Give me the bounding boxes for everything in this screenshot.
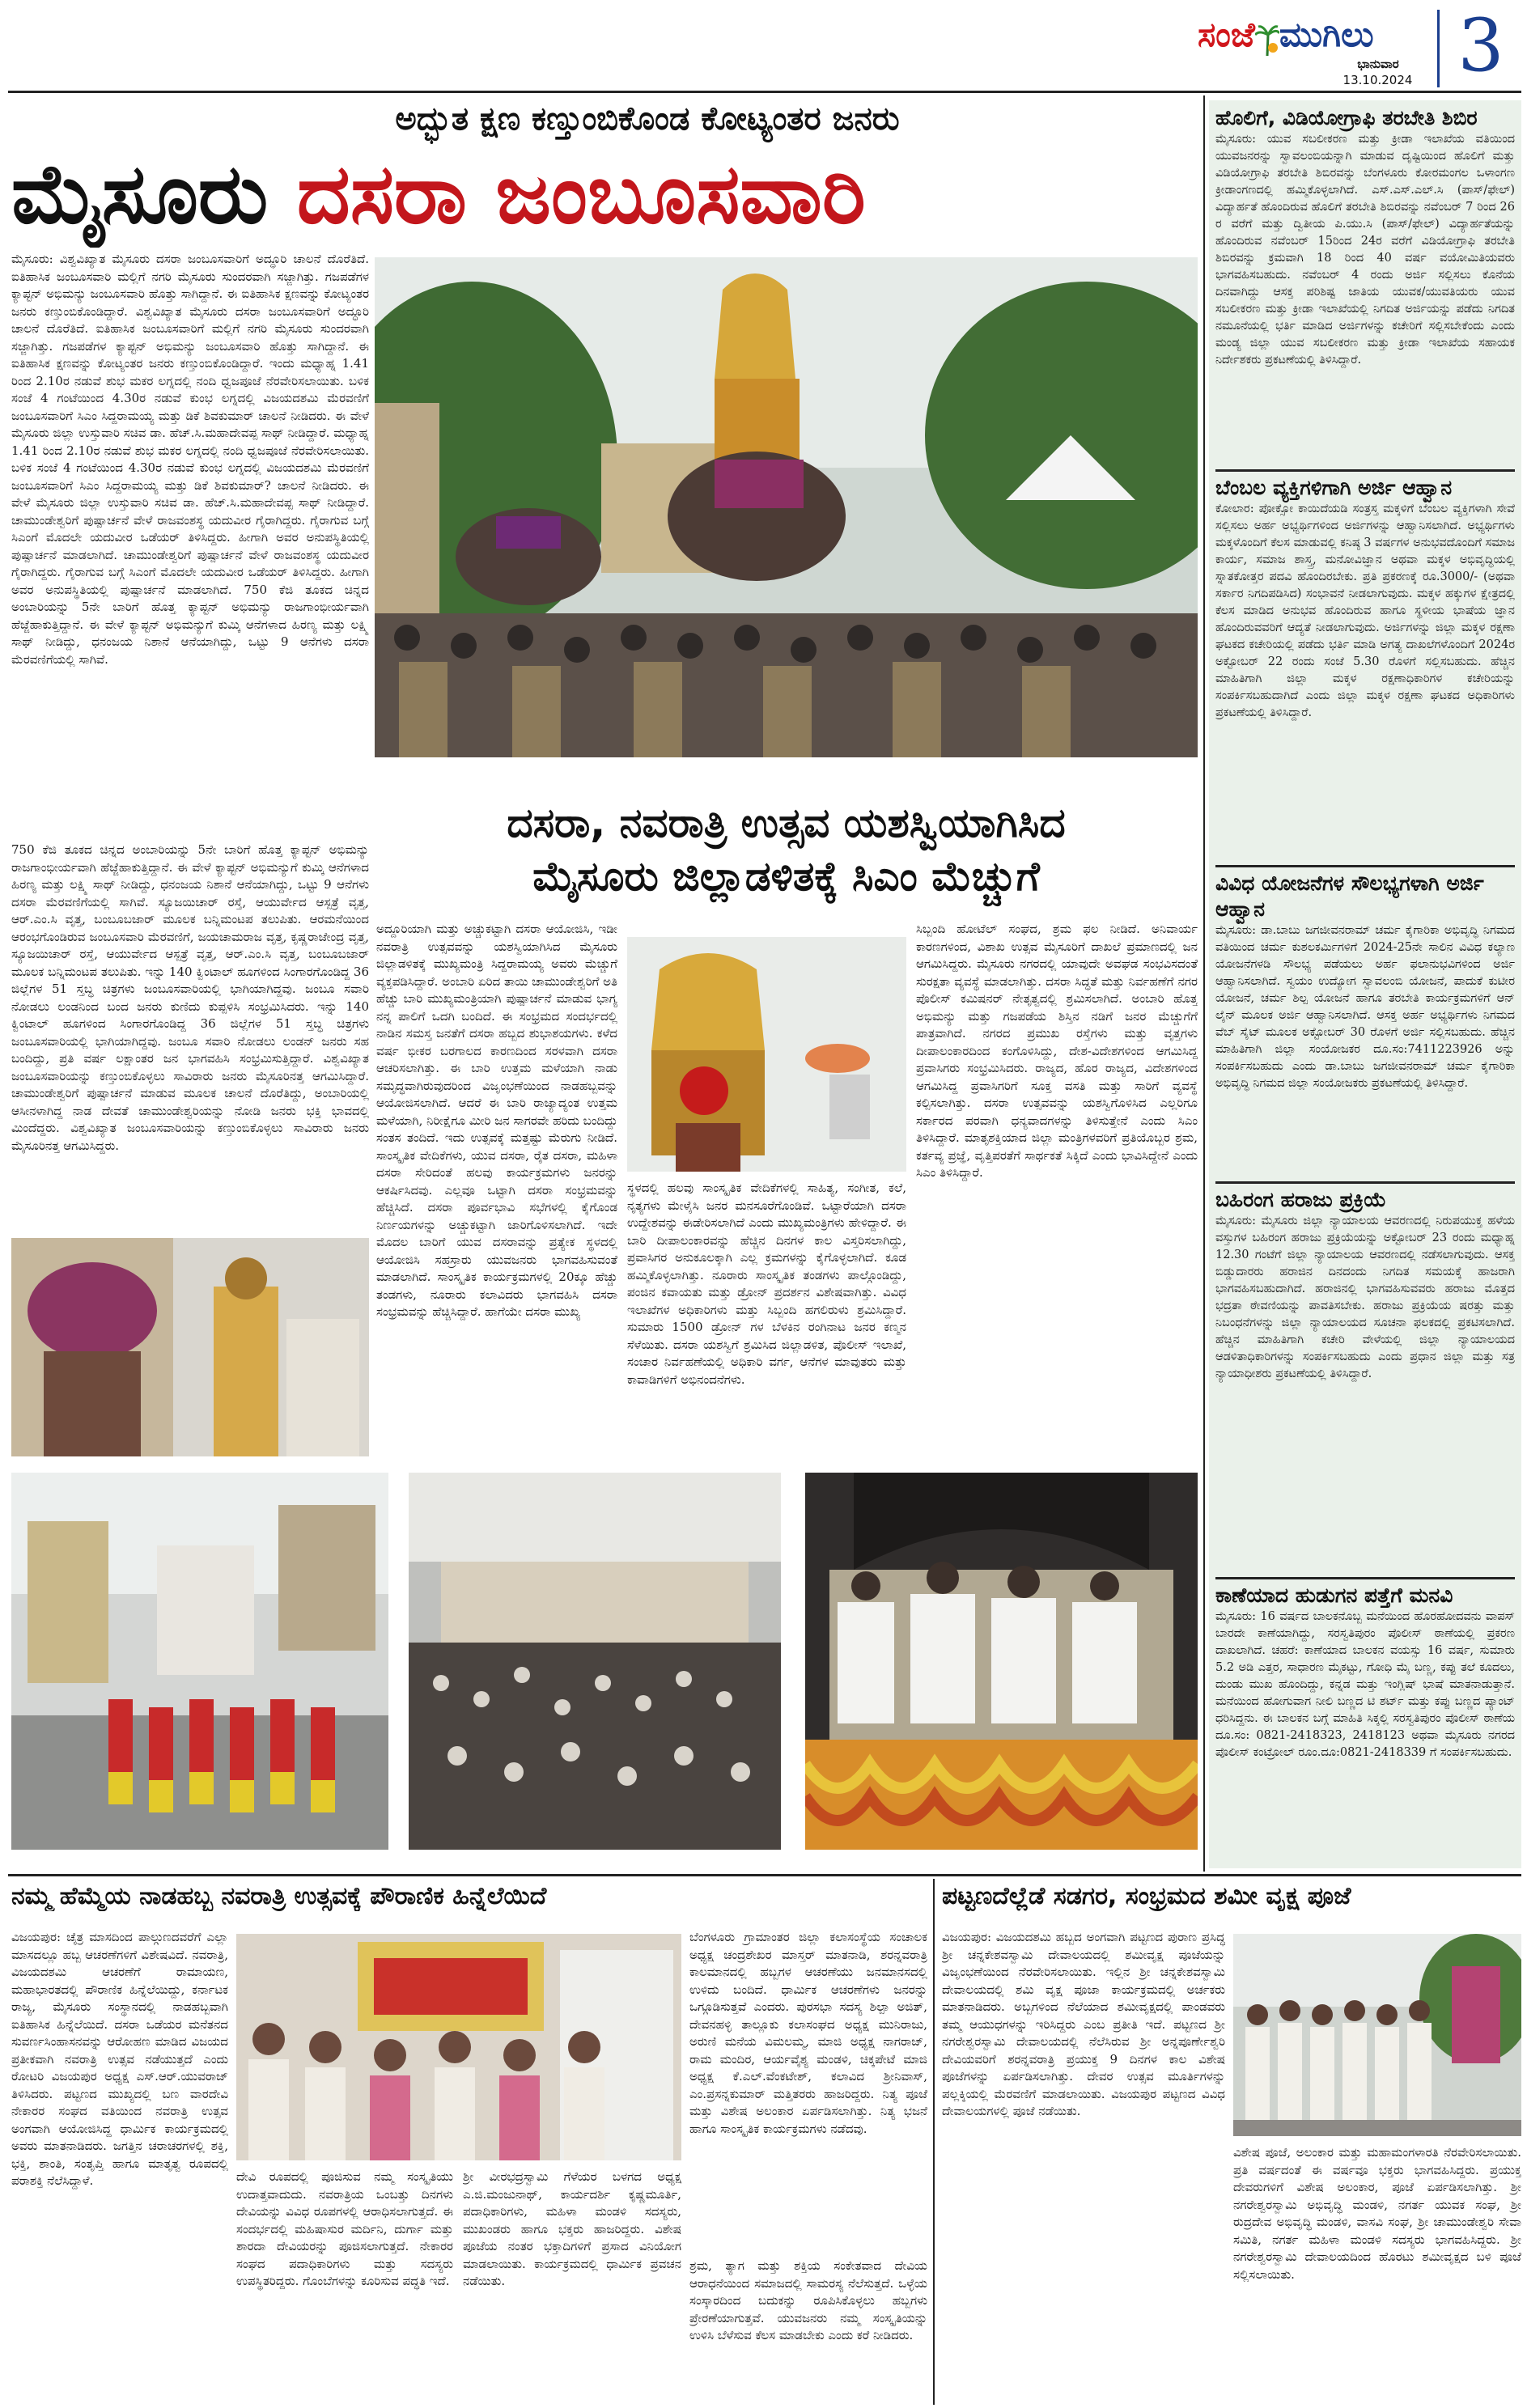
masthead (1198, 3, 1521, 91)
second-story-col-3: ಸಿಬ್ಬಂದಿ ಹೋಟೆಲ್ ಸಂಘದ, ಶ್ರಮ ಫಲ ನೀಡಿದೆ. ಅನಿವಾರ್ಯ ಕಾರಣಗಳಿಂದ, ವಿಶಾಖ ಉತ್ಸವ ಮೈಸೂರಿಗೆ ದಾಖಲೆ ಪ್ರಮಾಣದಲ್ಲಿ ಜನ ಆಗಮಿಸಿದ್ದರು. ಮೈಸೂರು ನಗರದಲ್ಲಿ ಯಾವುದೇ ಅವಘಡ ಸಂಭವಿಸದಂತೆ ಸುರಕ್ಷತಾ ವ್ಯವಸ್ಥೆ ಮಾಡಲಾಗಿತ್ತು. ದಸರಾ ಸಿದ್ಧತೆ ಮತ್ತು ನಿರ್ವಹಣೆಗೆ ನಗರ ಪೊಲೀಸ್ ಕಮಿಷನರ್ ನೇತೃತ್ವದಲ್ಲಿ ಶ್ರಮಿಸಲಾಗಿದೆ. ಅಂಬಾರಿ ಹೊತ್ತ ಅಭಿಮನ್ಯು ಮತ್ತು ಗಜಪಡೆಯ ಶಿಸ್ತಿನ ನಡಿಗೆ ಜನರ ಮೆಚ್ಚುಗೆಗೆ ಪಾತ್ರವಾಗಿದೆ. ನಗರದ ಪ್ರಮುಖ ರಸ್ತೆಗಳು ಮತ್ತು ವೃತ್ತಗಳು ದೀಪಾಲಂಕಾರದಿಂದ ಕಂಗೊಳಿಸಿದ್ದು, ದೇಶ-ವಿದೇಶಗಳಿಂದ ಆಗಮಿಸಿದ್ದ ಪ್ರವಾಸಿಗರು ಸಂಭ್ರಮಿಸಿದರು. ರಾಜ್ಯದ, ಹೊರ ರಾಜ್ಯದ, ವಿದೇಶಗಳಿಂದ ಆಗಮಿಸಿದ್ದ ಪ್ರವಾಸಿಗರಿಗೆ ಸೂಕ್ತ ವಸತಿ ಮತ್ತು ಸಾರಿಗೆ ವ್ಯವಸ್ಥೆ ಕಲ್ಪಿಸಲಾಗಿತ್ತು. ದಸರಾ ಉತ್ಸವವನ್ನು ಯಶಸ್ವಿಗೊಳಿಸಿದ ಎಲ್ಲರಿಗೂ ಸರ್ಕಾರದ ಪರವಾಗಿ ಧನ್ಯವಾದಗಳನ್ನು ತಿಳಿಸುತ್ತೇನೆ ಎಂದು ಸಿಎಂ ತಿಳಿಸಿದ್ದಾರೆ. ಮಾತೃಶಕ್ತಿಯಾದ ಜಿಲ್ಲಾ ಮಂತ್ರಿಗಳವರಿಗೆ ಪ್ರತಿಯೊಬ್ಬರ ಶ್ರಮ, ಕರ್ತವ್ಯ ಪ್ರಜ್ಞೆ, ವೃತ್ತಿಪರತೆಗೆ ಸಾರ್ಥಕತೆ ಸಿಕ್ಕಿದೆ ಎಂದು ಭಾವಿಸಿದ್ದೇನೆ ಎಂದು ಸಿಎಂ ತಿಳಿಸಿದ್ದಾರೆ. (916, 922, 1198, 1180)
sidebar-head-5: ಕಾಣೆಯಾದ ಹುಡುಗನ ಪತ್ತೆಗೆ ಮನವಿ (1215, 1577, 1515, 1609)
abhimanyu-costume-photo (11, 1238, 369, 1456)
masthead-date: 13.10.2024 (1342, 73, 1413, 87)
second-story-col-2: ಸ್ಥಳದಲ್ಲಿ ಹಲವು ಸಾಂಸ್ಕೃತಿಕ ವೇದಿಕೆಗಳಲ್ಲಿ ಸಾಹಿತ್ಯ, ಸಂಗೀತ, ಕಲೆ, ನೃತ್ಯಗಳು ಮೇಳೈಸಿ ಜನರ ಮನಸೂರೆಗೊಂಡಿವೆ. ಒಟ್ಟಾರೆಯಾಗಿ ದಸರಾ ಉದ್ದೇಶವನ್ನು ಈಡೇರಿಸಲಾಗಿದೆ ಎಂದು ಮುಖ್ಯಮಂತ್ರಿಗಳು ಹೇಳಿದ್ದಾರೆ. ಈ ಬಾರಿ ದೀಪಾಲಂಕಾರವನ್ನು ಹೆಚ್ಚಿನ ದಿನಗಳ ಕಾಲ ವಿಸ್ತರಿಸಲಾಗಿದ್ದು, ಪ್ರವಾಸಿಗರ ಅನುಕೂಲಕ್ಕಾಗಿ ಎಲ್ಲ ಕ್ರಮಗಳನ್ನು ಕೈಗೊಳ್ಳಲಾಗಿದೆ. ಕೂಡ ಹಮ್ಮಿಕೊಳ್ಳಲಾಗಿತ್ತು. ನೂರಾರು ಸಾಂಸ್ಕೃತಿಕ ತಂಡಗಳು ಪಾಲ್ಗೊಂಡಿದ್ದು, ಪಂಜಿನ ಕವಾಯತು ಮತ್ತು ಡ್ರೋನ್ ಪ್ರದರ್ಶನ ವಿಶೇಷವಾಗಿತ್ತು. ವಿವಿಧ ಇಲಾಖೆಗಳ ಅಧಿಕಾರಿಗಳು ಮತ್ತು ಸಿಬ್ಬಂದಿ ಹಗಲಿರುಳು ಶ್ರಮಿಸಿದ್ದಾರೆ. ಸುಮಾರು 1500 ಡ್ರೋನ್ ಗಳ ಬೆಳಕಿನ ರಂಗಿನಾಟ ಜನರ ಕಣ್ಮನ ಸೆಳೆಯಿತು. ದಸರಾ ಯಶಸ್ವಿಗೆ ಶ್ರಮಿಸಿದ ಜಿಲ್ಲಾಡಳಿತ, ಪೊಲೀಸ್ ಇಲಾಖೆ, ಸಂಚಾರ ನಿರ್ವಹಣೆಯಲ್ಲಿ ಅಧಿಕಾರಿ ವರ್ಗ, ಆನೆಗಳ ಮಾವುತರು ಮತ್ತು ಕಾವಾಡಿಗಳಿಗೆ ಅಭಿನಂದನೆಗಳು. (627, 1181, 906, 1387)
palm-icon (1255, 21, 1279, 53)
sidebar-head-1: ಹೊಲಿಗೆ, ವಿಡಿಯೋಗ್ರಾಫಿ ತರಬೇತಿ ಶಿಬಿರ (1215, 106, 1478, 129)
sidebar (1209, 100, 1521, 1868)
headline-red: ದಸರಾ ಜಂಬೂಸವಾರಿ (296, 146, 866, 243)
ambari-garland-photo (627, 937, 906, 1172)
page-number: 3 (1457, 3, 1504, 88)
sidebar-body-4: ಮೈಸೂರು: ಮೈಸೂರು ಜಿಲ್ಲಾ ನ್ಯಾಯಾಲಯ ಆವರಣದಲ್ಲಿ ನಿರುಪಯುಕ್ತ ಹಳೆಯ ವಸ್ತುಗಳ ಬಹಿರಂಗ ಹರಾಜು ಪ್ರಕ್ರಿಯೆಯನ್ನು ಅಕ್ಟೋಬರ್ 23 ರಂದು ಮಧ್ಯಾಹ್ನ 12.30 ಗಂಟೆಗೆ ಜಿಲ್ಲಾ ನ್ಯಾಯಾಲಯ ಆವರಣದಲ್ಲಿ ನಡೆಸಲಾಗುವುದು. ಆಸಕ್ತ ಬಿಡ್ಡುದಾರರು ಹರಾಜಿನ ದಿನದಂದು ನಿಗದಿತ ಸಮಯಕ್ಕೆ ಹಾಜರಾಗಿ ಭಾಗವಹಿಸಬಹುದಾಗಿದೆ. ಹರಾಜಿನಲ್ಲಿ ಭಾಗವಹಿಸುವವರು ಹರಾಜು ಮೊತ್ತದ ಭದ್ರತಾ ಠೇವಣಿಯನ್ನು ಪಾವತಿಸಬೇಕು. ಹರಾಜು ಪ್ರಕ್ರಿಯೆಯ ಷರತ್ತು ಮತ್ತು ನಿಬಂಧನೆಗಳನ್ನು ಜಿಲ್ಲಾ ನ್ಯಾಯಾಲಯದ ಸೂಚನಾ ಫಲಕದಲ್ಲಿ ಪ್ರಕಟಿಸಲಾಗಿದೆ. ಹೆಚ್ಚಿನ ಮಾಹಿತಿಗಾಗಿ ಕಚೇರಿ ವೇಳೆಯಲ್ಲಿ ಜಿಲ್ಲಾ ನ್ಯಾಯಾಲಯದ ಆಡಳಿತಾಧಿಕಾರಿಗಳನ್ನು ಸಂಪರ್ಕಿಸಬಹುದು ಎಂದು ಪ್ರಧಾನ ಜಿಲ್ಲಾ ಮತ್ತು ಸತ್ರ ನ್ಯಾಯಾಧೀಶರು ಪ್ರಕಟಣೆಯಲ್ಲಿ ತಿಳಿಸಿದ್ದಾರೆ. (1215, 1215, 1515, 1380)
brand-right: ಮುಗಿಲು (1279, 15, 1374, 54)
sidebar-body-1: ಮೈಸೂರು: ಯುವ ಸಬಲೀಕರಣ ಮತ್ತು ಕ್ರೀಡಾ ಇಲಾಖೆಯ ವತಿಯಿಂದ ಯುವಜನರನ್ನು ಸ್ವಾವಲಂಬಿಯನ್ನಾಗಿ ಮಾಡುವ ದೃಷ್ಟಿಯಿಂದ ಹೊಲಿಗೆ ಮತ್ತು ವಿಡಿಯೋಗ್ರಾಫಿ ತರಬೇತಿ ಶಿಬಿರವನ್ನು ಬೆಂಗಳೂರು ಕೋರಮಂಗಲ ಒಳಾಂಗಣ ಕ್ರೀಡಾಂಗಣದಲ್ಲಿ ಹಮ್ಮಿಕೊಳ್ಳಲಾಗಿದೆ. ಎಸ್.ಎಸ್.ಎಲ್.ಸಿ (ಪಾಸ್/ಫೇಲ್) ವಿದ್ಯಾರ್ಹತೆ ಹೊಂದಿರುವ ಹೊಲಿಗೆ ತರಬೇತಿ ಶಿಬಿರವನ್ನು ನವೆಂಬರ್ 7 ರಿಂದ 26 ರ ವರೆಗೆ ಮತ್ತು ದ್ವಿತೀಯ ಪಿ.ಯು.ಸಿ (ಪಾಸ್/ಫೇಲ್) ವಿದ್ಯಾರ್ಹತೆಯನ್ನು ಹೊಂದಿರುವ ನವೆಂಬರ್ 15ರಿಂದ 24ರ ವರೆಗೆ ವಿಡಿಯೋಗ್ರಾಫಿ ತರಬೇತಿ ಶಿಬಿರವನ್ನು ಕ್ರಮವಾಗಿ 18 ರಿಂದ 40 ವರ್ಷ ವಯೋಮಿತಿಯವರು ಭಾಗವಹಿಸಬಹುದು. ನವೆಂಬರ್ 4 ರಂದು ಅರ್ಜಿ ಸಲ್ಲಿಸಲು ಕೊನೆಯ ದಿನವಾಗಿದ್ದು ಆಸಕ್ತ ಪರಿಶಿಷ್ಟ ಜಾತಿಯ ಯುವಕ/ಯುವತಿಯರು ಯುವ ಸಬಲೀಕರಣ ಮತ್ತು ಕ್ರೀಡಾ ಇಲಾಖೆಯಲ್ಲಿ ನಿಗದಿತ ಅರ್ಜಿಯನ್ನು ಪಡೆದು ನಿಗದಿತ ನಮೂನೆಯಲ್ಲಿ ಭರ್ತಿ ಮಾಡಿದ ಅರ್ಜಿಗಳನ್ನು ಕಚೇರಿಗೆ ಸಲ್ಲಿಸಬೇಕೆಂದು ಎಂದು ಮಂಡ್ಯ ಜಿಲ್ಲಾ ಯುವ ಸಬಲೀಕರಣ ಮತ್ತು ಕ್ರೀಡಾ ಇಲಾಖೆಯ ಸಹಾಯಕ ನಿರ್ದೇಶಕರು ಪ್ರಕಟಣೆಯಲ್ಲಿ ತಿಳಿಸಿದ್ದಾರೆ. (1215, 133, 1515, 367)
lead-body-2: 750 ಕೆಜಿ ತೂಕದ ಚಿನ್ನದ ಅಂಬಾರಿಯನ್ನು 5ನೇ ಬಾರಿಗೆ ಹೊತ್ತ ಕ್ಯಾಪ್ಟನ್ ಅಭಿಮನ್ಯು ರಾಜಗಾಂಭೀರ್ಯವಾಗಿ ಹೆಜ್ಜೆಹಾಕುತ್ತಿದ್ದಾನೆ. ಈ ವೇಳೆ ಕ್ಯಾಪ್ಟನ್ ಅಭಿಮನ್ಯುಗೆ ಕುಮ್ಕಿ ಆನೆಗಳಾದ ಹಿರಣ್ಯ ಮತ್ತು ಲಕ್ಷ್ಮಿ ಸಾಥ್ ನೀಡಿದ್ದು, ಧನಂಜಯ ನಿಶಾನೆ ಆನೆಯಾಗಿದ್ದು, ಒಟ್ಟು 9 ಆನೆಗಳು ದಸರಾ ಮೆರವಣಿಗೆಯಲ್ಲಿ ಸಾಗಿವೆ. ಸ್ಯೂಜಯಿಚಾರ್ ರಸ್ತೆ, ಆಯುರ್ವೇದ ಆಸ್ಪತ್ರೆ ವೃತ್ತ, ಆರ್.ಎಂ.ಸಿ ವೃತ್ತ, ಬಂಬೂಬಜಾರ್ ಮೂಲಕ ಬನ್ನಿಮಂಟಪ ತಲುಪಿತು. ಆರಮನೆಯಿಂದ ಆರಂಭಗೊಂಡಿರುವ ಜಂಬೂಸವಾರಿ ಮೆರವಣಿಗೆ, ಜಯಚಾಮರಾಜ ವೃತ್ತ, ಕೃಷ್ಣರಾಜೇಂದ್ರ ವೃತ್ತ, ಸ್ಯೂಜಯಿಚಾರ್ ರಸ್ತೆ, ಆಯುರ್ವೇದ ಆಸ್ಪತ್ರೆ ವೃತ್ತ, ಆರ್.ಎಂ.ಸಿ ವೃತ್ತ, ಬಂಬೂಬಜಾರ್ ಮೂಲಕ ಬನ್ನಿಮಂಟಪ ತಲುಪಿತು. ಇನ್ನು 140 ಕ್ವಿಂಟಾಲ್ ಹೂಗಳಿಂದ ಸಿಂಗಾರಗೊಂಡಿದ್ದ 36 ಜಿಲ್ಲೆಗಳ 51 ಸ್ತಬ್ಧ ಚಿತ್ರಗಳು ಜಂಬೂಸವಾರಿಯಲ್ಲಿ ಭಾಗಿಯಾಗಿದ್ದವು. ಜಂಬೂ ಸವಾರಿ ನೋಡಲು ಲಂಡನಿಂದ ಬಂದ ಜನರು ಕುಣಿದು ಕುಪ್ಪಳಿಸಿ ಸಂಭ್ರಮಿಸಿದರು. ಇನ್ನು 140 ಕ್ವಿಂಟಾಲ್ ಹೂಗಳಿಂದ ಸಿಂಗಾರಗೊಂಡಿದ್ದ 36 ಜಿಲ್ಲೆಗಳ 51 ಸ್ತಬ್ಧ ಚಿತ್ರಗಳು ಜಂಬೂಸವಾರಿಯಲ್ಲಿ ಭಾಗಿಯಾಗಿದ್ದವು. ಜಂಬೂ ಸವಾರಿ ನೋಡಲು ಲಂಡನ್ ಜನರು ಸಹ ಬಂದಿದ್ದು, ಪ್ರತಿ ವರ್ಷ ಲಕ್ಷಾಂತರ ಜನ ಭಾಗವಹಿಸಿ ಸಂಭ್ರಮಿಸುತ್ತಿದ್ದಾರೆ. ವಿಶ್ವವಿಖ್ಯಾತ ಜಂಬೂಸವಾರಿಯನ್ನು ಕಣ್ತುಂಬಿಕೊಳ್ಳಲು ಸಾವಿರಾರು ಜನರು ಮೈಸೂರಿನತ್ತ ಆಗಮಿಸಿದ್ದಾರೆ. ಚಾಮುಂಡೇಶ್ವರಿಗೆ ಪುಷ್ಪಾರ್ಚನೆ ಮಾಡುವ ಮೂಲಕ ಚಾಲನೆ ದೊರೆತಿದ್ದು, ಅಂಬಾರಿಯಲ್ಲಿ ಆಸೀನಳಾಗಿದ್ದ ನಾಡ ದೇವತೆ ಚಾಮುಂಡೇಶ್ವರಿಯನ್ನು ನೋಡಿ ಜನರು ಭಕ್ತಿ ಭಾವದಲ್ಲಿ ಮಿಂದೆದ್ದರು. ವಿಶ್ವವಿಖ್ಯಾತ ಜಂಬೂಸವಾರಿಯನ್ನು ಕಣ್ತುಂಬಿಕೊಳ್ಳಲು ಸಾವಿರಾರು ಜನರು ಮೈಸೂರಿನತ್ತ ಆಗಮಿಸಿದ್ದರು. (11, 842, 369, 1153)
navaratri-event-photo (236, 1934, 681, 2160)
lead-headline (11, 142, 1201, 248)
second-headline-line2: ಮೈಸೂರು ಜಿಲ್ಲಾಡಳಿತಕ್ಕೆ ಸಿಎಂ ಮೆಚ್ಚುಗೆ (532, 853, 1040, 900)
bottom-top-rule (8, 1874, 1521, 1876)
tableau-dancers-photo (11, 1473, 388, 1850)
bottom-left-col-3: ದೇವಿ ರೂಪದಲ್ಲಿ ಪೂಜಿಸುವ ನಮ್ಮ ಸಂಸ್ಕೃತಿಯು ಉದಾತ್ತವಾದುದು. ನವರಾತ್ರಿಯ ಒಂಬತ್ತು ದಿನಗಳು ದೇವಿಯನ್ನು ವಿವಿಧ ರೂಪಗಳಲ್ಲಿ ಆರಾಧಿಸಲಾಗುತ್ತದೆ. ಈ ಸಂದರ್ಭದಲ್ಲಿ ಮಹಿಷಾಸುರ ಮರ್ದಿನಿ, ದುರ್ಗಾ ಮತ್ತು ಶಾರದಾ ದೇವಿಯರನ್ನು ಪೂಜಿಸಲಾಗುತ್ತದೆ. ನೇಕಾರರ ಸಂಘದ ಪದಾಧಿಕಾರಿಗಳು ಮತ್ತು ಸದಸ್ಯರು ಉಪಸ್ಥಿತರಿದ್ದರು. ಗೊಂಬೆಗಳನ್ನು ಕೂರಿಸುವ ಪದ್ಧತಿ ಇದೆ. (236, 2169, 453, 2288)
bottom-left-col-5: ಶ್ರಮ, ತ್ಯಾಗ ಮತ್ತು ಶಕ್ತಿಯ ಸಂಕೇತವಾದ ದೇವಿಯ ಆರಾಧನೆಯಿಂದ ಸಮಾಜದಲ್ಲಿ ಸಾಮರಸ್ಯ ನೆಲೆಸುತ್ತದೆ. ಒಳ್ಳೆಯ ಸಂಸ್ಕಾರದಿಂದ ಬದುಕನ್ನು ರೂಪಿಸಿಕೊಳ್ಳಲು ಹಬ್ಬಗಳು ಪ್ರೇರಣೆಯಾಗುತ್ತವೆ. ಯುವಜನರು ನಮ್ಮ ಸಂಸ್ಕೃತಿಯನ್ನು ಉಳಿಸಿ ಬೆಳೆಸುವ ಕೆಲಸ ಮಾಡಬೇಕು ಎಂದು ಕರೆ ನೀಡಿದರು. (689, 2258, 927, 2342)
lead-body-1: ಮೈಸೂರು: ವಿಶ್ವವಿಖ್ಯಾತ ಮೈಸೂರು ದಸರಾ ಜಂಬೂಸವಾರಿಗೆ ಅದ್ಧೂರಿ ಚಾಲನೆ ದೊರೆತಿದೆ. ಐತಿಹಾಸಿಕ ಜಂಬೂಸವಾರಿ ಮಲ್ಲಿಗೆ ನಗರಿ ಮೈಸೂರು ಸುಂದರವಾಗಿ ಸಜ್ಜಾಗಿತ್ತು. ಗಜಪಡೆಗಳ ಕ್ಯಾಪ್ಟನ್ ಅಭಿಮನ್ಯು ಜಂಬೂಸವಾರಿ ಹೊತ್ತು ಸಾಗಿದ್ದಾನೆ. ಈ ಐತಿಹಾಸಿಕ ಕ್ಷಣವನ್ನು ಕೋಟ್ಯಂತರ ಜನರು ಕಣ್ತುಂಬಿಕೊಂಡಿದ್ದಾರೆ. ವಿಶ್ವವಿಖ್ಯಾತ ಮೈಸೂರು ದಸರಾ ಜಂಬೂಸವಾರಿಗೆ ಅದ್ಧೂರಿ ಚಾಲನೆ ದೊರೆತಿದೆ. ಐತಿಹಾಸಿಕ ಜಂಬೂಸವಾರಿಗೆ ಮಲ್ಲಿಗೆ ನಗರಿ ಮೈಸೂರು ಸುಂದರವಾಗಿ ಸಜ್ಜಾಗಿತ್ತು. ಗಜಪಡೆಗಳ ಕ್ಯಾಪ್ಟನ್ ಅಭಿಮನ್ಯು ಜಂಬೂಸವಾರಿ ಹೊತ್ತು ಸಾಗಿದ್ದಾನೆ. ಈ ಐತಿಹಾಸಿಕ ಕ್ಷಣವನ್ನು ಕೋಟ್ಯಂತರ ಜನರು ಕಣ್ತುಂಬಿಕೊಂಡಿದ್ದಾರೆ. ಇಂದು ಮಧ್ಯಾಹ್ನ 1.41 ರಿಂದ 2.10ರ ನಡುವೆ ಶುಭ ಮಕರ ಲಗ್ನದಲ್ಲಿ ನಂದಿ ಧ್ವಜಪೂಜೆ ನೆರವೇರಿಸಲಾಯಿತು. ಬಳಿಕ ಸಂಜೆ 4 ಗಂಟೆಯಿಂದ 4.30ರ ನಡುವೆ ಕುಂಭ ಲಗ್ನದಲ್ಲಿ ವಿಜಯದಶಮಿ ಮೆರವಣಿಗೆ ಜಂಬೂಸವಾರಿಗೆ ಸಿಎಂ ಸಿದ್ದರಾಮಯ್ಯ ಮತ್ತು ಡಿಕೆ ಶಿವಕುಮಾರ್ ಚಾಲನೆ ನೀಡಿದರು. ಈ ವೇಳೆ ಮೈಸೂರು ಜಿಲ್ಲಾ ಉಸ್ತುವಾರಿ ಸಚಿವ ಡಾ. ಹೆಚ್.ಸಿ.ಮಹಾದೇವಪ್ಪ ಸಾಥ್ ನೀಡಿದ್ದಾರೆ. ಮಧ್ಯಾಹ್ನ 1.41 ರಿಂದ 2.10ರ ನಡುವೆ ಶುಭ ಮಕರ ಲಗ್ನದಲ್ಲಿ ನಂದಿ ಧ್ವಜಪೂಜೆ ನೆರವೇರಿಸಲಾಯಿತು. ಬಳಿಕ ಸಂಜೆ 4 ಗಂಟೆಯಿಂದ 4.30ರ ನಡುವೆ ಕುಂಭ ಲಗ್ನದಲ್ಲಿ ವಿಜಯದಶಮಿ ಮೆರವಣಿಗೆ ಜಂಬೂಸವಾರಿಗೆ ಸಿಎಂ ಸಿದ್ದರಾಮಯ್ಯ ಮತ್ತು ಡಿಕೆ ಶಿವಕುಮಾರ್? ಚಾಲನೆ ನೀಡಿದರು. ಈ ವೇಳೆ ಮೈಸೂರು ಜಿಲ್ಲಾ ಉಸ್ತುವಾರಿ ಸಚಿವ ಡಾ. ಹೆಚ್.ಸಿ.ಮಹಾದೇವಪ್ಪ ಸಾಥ್ ನೀಡಿದ್ದಾರೆ. ಚಾಮುಂಡೇಶ್ವರಿಗೆ ಪುಷ್ಪಾರ್ಚನೆ ವೇಳೆ ರಾಜವಂಶಸ್ಥ ಯದುವೀರ ಗೈರಾಗಿದ್ದರು. ಗೈರಾಗುವ ಬಗ್ಗೆ ಸಿಎಂಗೆ ಮೊದಲೇ ಯದುವೀರ ಒಡೆಯರ್ ತಿಳಿಸಿದ್ದರು. ಹೀಗಾಗಿ ಅವರ ಅನುಪಸ್ಥಿತಿಯಲ್ಲಿ ಪುಷ್ಪಾರ್ಚನೆ ಮಾಡಲಾಗಿದೆ. ಚಾಮುಂಡೇಶ್ವರಿಗೆ ಪುಷ್ಪಾರ್ಚನೆ ವೇಳೆ ರಾಜವಂಶಸ್ಥ ಯದುವೀರ ಗೈರಾಗಿದ್ದರು. ಗೈರಾಗುವ ಬಗ್ಗೆ ಸಿಎಂಗೆ ಮೊದಲೇ ಯದುವೀರ ಒಡೆಯರ್ ತಿಳಿಸಿದ್ದರು. ಹೀಗಾಗಿ ಅವರ ಅನುಪಸ್ಥಿತಿಯಲ್ಲಿ ಪುಷ್ಪಾರ್ಚನೆ ಮಾಡಲಾಗಿದೆ. 750 ಕೆಜಿ ತೂಕದ ಚಿನ್ನದ ಅಂಬಾರಿಯನ್ನು 5ನೇ ಬಾರಿಗೆ ಹೊತ್ತ ಕ್ಯಾಪ್ಟನ್ ಅಭಿಮನ್ಯು ರಾಜಗಾಂಭೀರ್ಯವಾಗಿ ಹೆಜ್ಜೆಹಾಕುತ್ತಿದ್ದಾನೆ. ಈ ವೇಳೆ ಕ್ಯಾಪ್ಟನ್ ಅಭಿಮನ್ಯುಗೆ ಕುಮ್ಕಿ ಆನೆಗಳಾದ ಹಿರಣ್ಯ ಮತ್ತು ಲಕ್ಷ್ಮಿ ಸಾಥ್ ನೀಡಿದ್ದು, ಧನಂಜಯ ನಿಶಾನೆ ಆನೆಯಾಗಿದ್ದು, ಒಟ್ಟು 9 ಆನೆಗಳು ದಸರಾ ಮೆರವಣಿಗೆಯಲ್ಲಿ ಸಾಗಿವೆ. (11, 252, 369, 667)
crowd-palace-photo (409, 1473, 781, 1850)
shami-puja-photo (1233, 1934, 1521, 2136)
bottom-right-col-2: ವಿಶೇಷ ಪೂಜೆ, ಅಲಂಕಾರ ಮತ್ತು ಮಹಾಮಂಗಳಾರತಿ ನೆರವೇರಿಸಲಾಯಿತು. ಪ್ರತಿ ವರ್ಷದಂತೆ ಈ ವರ್ಷವೂ ಭಕ್ತರು ಭಾಗವಹಿಸಿದ್ದರು. ಪ್ರಯುಕ್ತ ದೇವರುಗಳಿಗೆ ವಿಶೇಷ ಅಲಂಕಾರ, ಪೂಜೆ ಏರ್ಪಡಿಸಲಾಗಿತ್ತು. ಶ್ರೀ ನಗರೇಶ್ವರಸ್ವಾಮಿ ಅಭಿವೃದ್ಧಿ ಮಂಡಳಿ, ನಗರ್ತ ಯುವಕ ಸಂಘ, ಶ್ರೀ ರುದ್ರದೇವ ಅಭಿವೃದ್ಧಿ ಮಂಡಳಿ, ವಾಸವಿ ಸಂಘ, ಶ್ರೀ ಚಾಮುಂಡೇಶ್ವರಿ ಸೇವಾ ಸಮಿತಿ, ನಗರ್ತ ಮಹಿಳಾ ಮಂಡಳಿ ಸದಸ್ಯರು ಭಾಗವಹಿಸಿದ್ದರು. ಶ್ರೀ ನಗರೇಶ್ವರಸ್ವಾಮಿ ದೇವಾಲಯದಿಂದ ಹೊರಟು ಶಮೀವೃಕ್ಷದ ಬಳಿ ಪೂಜೆ ಸಲ್ಲಿಸಲಾಯಿತು. (1233, 2145, 1521, 2282)
dignitaries-balcony-photo (805, 1473, 1198, 1850)
masthead-rule (8, 91, 1521, 93)
second-headline-line1: ದಸರಾ, ನವರಾತ್ರಿ ಉತ್ಸವ ಯಶಸ್ವಿಯಾಗಿಸಿದ (507, 799, 1066, 846)
masthead-logo (1198, 11, 1440, 58)
bottom-right-headline: ಪಟ್ಟಣದೆಲ್ಲೆಡೆ ಸಡಗರ, ಸಂಭ್ರಮದ ಶಮೀ ವೃಕ್ಷ ಪೂಜೆ (942, 1882, 1351, 1910)
bottom-divider (933, 1879, 935, 2405)
main-procession-photo (375, 257, 1198, 757)
headline-black: ಮೈಸೂರು (11, 146, 269, 243)
sidebar-body-3: ಮೈಸೂರು: ಡಾ.ಬಾಬು ಜಗಜೀವನರಾಮ್ ಚರ್ಮ ಕೈಗಾರಿಕಾ ಅಭಿವೃದ್ಧಿ ನಿಗಮದ ವತಿಯಿಂದ ಚರ್ಮ ಕುಶಲಕರ್ಮಿಗಳಿಗೆ 2024-25ನೇ ಸಾಲಿನ ವಿವಿಧ ಕಲ್ಯಾಣ ಯೋಜನೆಗಳಡಿ ಸೌಲಭ್ಯ ಪಡೆಯಲು ಅರ್ಹ ಫಲಾನುಭವಿಗಳಿಂದ ಅರ್ಜಿ ಆಹ್ವಾನಿಸಲಾಗಿದೆ. ಸ್ವಯಂ ಉದ್ಯೋಗ ಸ್ವಾವಲಂಬಿ ಯೋಜನೆ, ಪಾದುಕೆ ಕುಟೀರ ಯೋಜನೆ, ಚರ್ಮ ಶಿಲ್ಪ ಯೋಜನೆ ಹಾಗೂ ತರಬೇತಿ ಕಾರ್ಯಕ್ರಮಗಳಿಗೆ ಆನ್ ಲೈನ್ ಮೂಲಕ ಅರ್ಜಿ ಆಹ್ವಾನಿಸಲಾಗಿದೆ. ಆಸಕ್ತ ಅರ್ಹ ಅಭ್ಯರ್ಥಿಗಳು ನಿಗಮದ ವೆಬ್ ಸೈಟ್ ಮೂಲಕ ಅಕ್ಟೋಬರ್ 30 ರೊಳಗೆ ಅರ್ಜಿ ಸಲ್ಲಿಸಬಹುದು. ಹೆಚ್ಚಿನ ಮಾಹಿತಿಗಾಗಿ ಜಿಲ್ಲಾ ಸಂಯೋಜಕರ ದೂ.ಸಂ:7411223926 ಅನ್ನು ಸಂಪರ್ಕಿಸಬಹುದು ಎಂದು ಡಾ.ಬಾಬು ಜಗಜೀವನರಾಮ್ ಚರ್ಮ ಕೈಗಾರಿಕಾ ಅಭಿವೃದ್ಧಿ ನಿಗಮದ ಜಿಲ್ಲಾ ಸಂಯೋಜಕರು ಪ್ರಕಟಣೆಯಲ್ಲಿ ತಿಳಿಸಿದ್ದಾರೆ. (1215, 924, 1515, 1090)
brand-left: ಸಂಜೆ (1198, 15, 1255, 54)
lead-kicker: ಅದ್ಭುತ ಕ್ಷಣ ಕಣ್ತುಂಬಿಕೊಂಡ ಕೋಟ್ಯಂತರ ಜನರು (395, 100, 900, 138)
masthead-divider (1437, 10, 1440, 87)
sidebar-head-4: ಬಹಿರಂಗ ಹರಾಜು ಪ್ರಕ್ರಿಯೆ (1215, 1181, 1515, 1213)
masthead-day: ಭಾನುವಾರ (1357, 57, 1399, 71)
second-story-headline (375, 796, 1198, 909)
sidebar-head-3: ವಿವಿಧ ಯೋಜನೆಗಳ ಸೌಲಭ್ಯಗಳಾಗಿ ಅರ್ಜಿ ಆಹ್ವಾನ (1215, 865, 1515, 922)
bottom-right-col-1: ವಿಜಯಪುರ: ವಿಜಯದಶಮಿ ಹಬ್ಬದ ಅಂಗವಾಗಿ ಪಟ್ಟಣದ ಪುರಾಣ ಪ್ರಸಿದ್ಧ ಶ್ರೀ ಚನ್ನಕೇಶವಸ್ವಾಮಿ ದೇವಾಲಯದಲ್ಲಿ ಶಮೀವೃಕ್ಷ ಪೂಜೆಯನ್ನು ವಿಜೃಂಭಣೆಯಿಂದ ನೆರವೇರಿಸಲಾಯಿತು. ಇಲ್ಲಿನ ಶ್ರೀ ಚನ್ನಕೇಶವಸ್ವಾಮಿ ದೇವಾಲಯದಲ್ಲಿ ಶಮಿ ವೃಕ್ಷ ಪೂಜಾ ಕಾರ್ಯಕ್ರಮದಲ್ಲಿ ಅರ್ಚಕರು ಮಾತನಾಡಿದರು. ಅಬ್ಬಗಳಿಂದ ನೆಲೆಯಾದ ಶಮೀವೃಕ್ಷದಲ್ಲಿ ಪಾಂಡವರು ತಮ್ಮ ಆಯುಧಗಳನ್ನು ಇರಿಸಿದ್ದರು ಎಂಬ ಪ್ರತೀತಿ ಇದೆ. ಪಟ್ಟಣದ ಶ್ರೀ ನಗರೇಶ್ವರಸ್ವಾಮಿ ದೇವಾಲಯದಲ್ಲಿ ನೆಲೆಸಿರುವ ಶ್ರೀ ಅನ್ನಪೂರ್ಣೇಶ್ವರಿ ದೇವಿಯವರಿಗೆ ಶರನ್ನವರಾತ್ರಿ ಪ್ರಯುಕ್ತ 9 ದಿನಗಳ ಕಾಲ ವಿಶೇಷ ಪೂಜೆಗಳನ್ನು ಏರ್ಪಡಿಸಲಾಗಿತ್ತು. ದೇವರ ಉತ್ಸವ ಮೂರ್ತಿಗಳನ್ನು ಪಲ್ಲಕ್ಕಿಯಲ್ಲಿ ಮೆರವಣಿಗೆ ಮಾಡಲಾಯಿತು. ವಿಜಯಪುರ ಪಟ್ಟಣದ ವಿವಿಧ ದೇವಾಲಯಗಳಲ್ಲಿ ಪೂಜೆ ನಡೆಯಿತು. (942, 1930, 1225, 2118)
sidebar-body-5: ಮೈಸೂರು: 16 ವರ್ಷದ ಬಾಲಕನೊಬ್ಬ ಮನೆಯಿಂದ ಹೊರಹೋದವನು ವಾಪಸ್ ಬಾರದೇ ಕಾಣೆಯಾಗಿದ್ದು, ಸರಸ್ವತಿಪುರಂ ಪೊಲೀಸ್ ಠಾಣೆಯಲ್ಲಿ ಪ್ರಕರಣ ದಾಖಲಾಗಿದೆ. ಚಹರೆ: ಕಾಣೆಯಾದ ಬಾಲಕನ ವಯಸ್ಸು 16 ವರ್ಷ, ಸುಮಾರು 5.2 ಅಡಿ ಎತ್ತರ, ಸಾಧಾರಣ ಮೈಕಟ್ಟು, ಗೋಧಿ ಮೈ ಬಣ್ಣ, ಕಪ್ಪು ತಲೆ ಕೂದಲು, ದುಂಡು ಮುಖ ಹೊಂದಿದ್ದು, ಕನ್ನಡ ಮತ್ತು ಇಂಗ್ಲಿಷ್ ಭಾಷೆ ಮಾತನಾಡುತ್ತಾನೆ. ಮನೆಯಿಂದ ಹೋಗುವಾಗ ನೀಲಿ ಬಣ್ಣದ ಟಿ ಶರ್ಟ್ ಮತ್ತು ಕಪ್ಪು ಬಣ್ಣದ ಪ್ಯಾಂಟ್ ಧರಿಸಿದ್ದನು. ಈ ಬಾಲಕನ ಬಗ್ಗೆ ಮಾಹಿತಿ ಸಿಕ್ಕಲ್ಲಿ ಸರಸ್ವತಿಪುರಂ ಪೊಲೀಸ್ ಠಾಣೆಯ ದೂ.ಸಂ: 0821-2418323, 2418123 ಅಥವಾ ಮೈಸೂರು ನಗರದ ಪೊಲೀಸ್ ಕಂಟ್ರೋಲ್ ರೂಂ.ದೂ:0821-2418339 ಗೆ ಸಂಪರ್ಕಿಸಬಹುದು. (1215, 1610, 1515, 1759)
bottom-left-col-1: ವಿಜಯಪುರ: ಚೈತ್ರ ಮಾಸದಿಂದ ಪಾಲ್ಗುಣದವರೆಗೆ ಎಲ್ಲಾ ಮಾಸದಲ್ಲೂ ಹಬ್ಬ ಆಚರಣೆಗಳಿಗೆ ವಿಶೇಷವಿದೆ. ನವರಾತ್ರಿ, ವಿಜಯದಶಮಿ ಆಚರಣೆಗೆ ರಾಮಾಯಣ, ಮಹಾಭಾರತದಲ್ಲಿ ಪೌರಾಣಿಕ ಹಿನ್ನೆಲೆಯಿದ್ದು, ಕರ್ನಾಟಕ ರಾಜ್ಯ, ಮೈಸೂರು ಸಂಸ್ಥಾನದಲ್ಲಿ ನಾಡಹಬ್ಬವಾಗಿ ಐತಿಹಾಸಿಕ ಹಿನ್ನೆಲೆಯಿದೆ. ದಸರಾ ಒಡೆಯರ ಮನೆತನದ ಸುವರ್ಣಸಿಂಹಾಸನವನ್ನು ಆರೋಹಣ ಮಾಡಿದ ವಿಜಯದ ಪ್ರತೀಕವಾಗಿ ನವರಾತ್ರಿ ಉತ್ಸವ ನಡೆಯುತ್ತದೆ ಎಂದು ರೋಟರಿ ವಿಜಯಪುರ ಅಧ್ಯಕ್ಷ ಎಸ್.ಆರ್.ಯುವರಾಜ್ ತಿಳಿಸಿದರು. ಪಟ್ಟಣದ ಮುಖ್ಯದಲ್ಲಿ ಬಣ ವಾರದೇವಿ ನೇಕಾರರ ಸಂಘದ ವತಿಯಿಂದ ನವರಾತ್ರಿ ಉತ್ಸವ ಅಂಗವಾಗಿ ಆಯೋಜಿಸಿದ್ದ ಧಾರ್ಮಿಕ ಕಾರ್ಯಕ್ರಮದಲ್ಲಿ ಅವರು ಮಾತನಾಡಿದರು. ಜಗತ್ತಿನ ಚರಾಚರಗಳಲ್ಲಿ ಶಕ್ತಿ, ಭಕ್ತಿ, ಶಾಂತಿ, ಸಂತೃಪ್ತಿ ಹಾಗೂ ಮಾತೃತ್ವ ರೂಪದಲ್ಲಿ ಪರಾಶಕ್ತಿ ನೆಲೆಸಿದ್ದಾಳೆ. (11, 1930, 228, 2188)
bottom-left-col-4: ಶ್ರೀ ವೀರಭದ್ರಸ್ವಾಮಿ ಗೆಳೆಯರ ಬಳಗದ ಅಧ್ಯಕ್ಷ ಎ.ಜಿ.ಮಂಜುನಾಥ್, ಕಾರ್ಯದರ್ಶಿ ಕೃಷ್ಣಮೂರ್ತಿ, ಪದಾಧಿಕಾರಿಗಳು, ಮಹಿಳಾ ಮಂಡಳಿ ಸದಸ್ಯರು, ಮುಖಂಡರು ಹಾಗೂ ಭಕ್ತರು ಹಾಜರಿದ್ದರು. ವಿಶೇಷ ಪೂಜೆಯ ನಂತರ ಭಕ್ತಾದಿಗಳಿಗೆ ಪ್ರಸಾದ ವಿನಿಯೋಗ ಮಾಡಲಾಯಿತು. ಕಾರ್ಯಕ್ರಮದಲ್ಲಿ ಧಾರ್ಮಿಕ ಪ್ರವಚನ ನಡೆಯಿತು. (463, 2169, 681, 2288)
sidebar-head-2: ಬೆಂಬಲ ವ್ಯಕ್ತಿಗಳಿಗಾಗಿ ಅರ್ಜಿ ಆಹ್ವಾನ (1215, 469, 1515, 501)
bottom-left-col-2: ಬೆಂಗಳೂರು ಗ್ರಾಮಾಂತರ ಜಿಲ್ಲಾ ಕಲಾಸಂಸ್ಥೆಯ ಸಂಚಾಲಕ ಅಧ್ಯಕ್ಷ ಚಂದ್ರಶೇಖರ ಮಾಸ್ತರ್ ಮಾತನಾಡಿ, ಶರನ್ನವರಾತ್ರಿ ಕಾಲಮಾನದಲ್ಲಿ ಹಬ್ಬಗಳ ಆಚರಣೆಯು ಜನಮಾನಸದಲ್ಲಿ ಉಳಿದು ಬಂದಿದೆ. ಧಾರ್ಮಿಕ ಆಚರಣೆಗಳು ಜನರನ್ನು ಒಗ್ಗೂಡಿಸುತ್ತವೆ ಎಂದರು. ಪುರಸಭಾ ಸದಸ್ಯ ಶಿಲ್ಪಾ ಅಜಿತ್, ದೇವನಹಳ್ಳಿ ತಾಲ್ಲೂಕು ಕಲಾಸಂಘದ ಅಧ್ಯಕ್ಷ ಮುನಿರಾಜು, ಅರುಣಿ ಮನೆಯ ವಿಮಲಮ್ಮ, ಮಾಜಿ ಅಧ್ಯಕ್ಷ ನಾಗರಾಜ್, ರಾಮ ಮಂದಿರ, ಆರ್ಯವೈಶ್ಯ ಮಂಡಳಿ, ಚಿಕ್ಕಪೇಟೆ ಮಾಜಿ ಅಧ್ಯಕ್ಷ ಕೆ.ಎಲ್.ವೆಂಕಟೇಶ್, ಕಲಾವಿದ ಶ್ರೀನಿವಾಸ್, ಎಂ.ಪ್ರಸನ್ನಕುಮಾರ್ ಮತ್ತಿತರರು ಹಾಜರಿದ್ದರು. ನಿತ್ಯ ಪೂಜೆ ಮತ್ತು ವಿಶೇಷ ಅಲಂಕಾರ ಏರ್ಪಡಿಸಲಾಗಿತ್ತು. ನಿತ್ಯ ಭಜನೆ ಹಾಗೂ ಸಾಂಸ್ಕೃತಿಕ ಕಾರ್ಯಕ್ರಮಗಳು ನಡೆದವು. (689, 1930, 927, 2136)
bottom-left-headline: ನಮ್ಮ ಹೆಮ್ಮೆಯ ನಾಡಹಬ್ಬ ನವರಾತ್ರಿ ಉತ್ಸವಕ್ಕೆ ಪೌರಾಣಿಕ ಹಿನ್ನೆಲೆಯಿದೆ (11, 1882, 547, 1910)
second-story-col-1: ಅದ್ದೂರಿಯಾಗಿ ಮತ್ತು ಅಚ್ಚುಕಟ್ಟಾಗಿ ದಸರಾ ಆಯೋಜಿಸಿ, ಇಡೀ ನವರಾತ್ರಿ ಉತ್ಸವವನ್ನು ಯಶಸ್ವಿಯಾಗಿಸಿದ ಮೈಸೂರು ಜಿಲ್ಲಾಡಳಿತಕ್ಕೆ ಮುಖ್ಯಮಂತ್ರಿ ಸಿದ್ದರಾಮಯ್ಯ ಅವರು ಮೆಚ್ಚುಗೆ ವ್ಯಕ್ತಪಡಿಸಿದ್ದಾರೆ. ಅಂಬಾರಿ ಏರಿದ ತಾಯಿ ಚಾಮುಂಡೇಶ್ವರಿಗೆ ಅತಿ ಹೆಚ್ಚು ಬಾರಿ ಮುಖ್ಯಮಂತ್ರಿಯಾಗಿ ಪುಷ್ಪಾರ್ಚನೆ ಮಾಡುವ ಭಾಗ್ಯ ನನ್ನ ಪಾಲಿಗೆ ಒದಗಿ ಬಂದಿದೆ. ಈ ಸಂಭ್ರಮದ ಸಂದರ್ಭದಲ್ಲಿ ನಾಡಿನ ಸಮಸ್ತ ಜನತೆಗೆ ದಸರಾ ಹಬ್ಬದ ಶುಭಾಶಯಗಳು. ಕಳೆದ ವರ್ಷ ಭೀಕರ ಬರಗಾಲದ ಕಾರಣದಿಂದ ಸರಳವಾಗಿ ದಸರಾ ಆಚರಿಸಲಾಗಿತ್ತು. ಈ ಬಾರಿ ಉತ್ತಮ ಮಳೆಯಾಗಿ ನಾಡು ಸಮೃದ್ಧವಾಗಿರುವುದರಿಂದ ವಿಜೃಂಭಣೆಯಿಂದ ನಾಡಹಬ್ಬವನ್ನು ಆಯೋಜಿಸಲಾಗಿದೆ. ಆದರೆ ಈ ಬಾರಿ ರಾಜ್ಯಾದ್ಯಂತ ಉತ್ತಮ ಮಳೆಯಾಗಿ, ನಿರೀಕ್ಷೆಗೂ ಮೀರಿ ಜನ ಸಾಗರವೇ ಹರಿದು ಬಂದಿದ್ದು ಸಂತಸ ತಂದಿದೆ. ಇದು ಉತ್ಸವಕ್ಕೆ ಮತ್ತಷ್ಟು ಮೆರುಗು ನೀಡಿದೆ. ಸಾಂಸ್ಕೃತಿಕ ವೇದಿಕೆಗಳು, ಯುವ ದಸರಾ, ರೈತ ದಸರಾ, ಮಹಿಳಾ ದಸರಾ ಸೇರಿದಂತೆ ಹಲವು ಕಾರ್ಯಕ್ರಮಗಳು ಜನರನ್ನು ಆಕರ್ಷಿಸಿದವು. ಎಲ್ಲವೂ ಒಟ್ಟಾಗಿ ದಸರಾ ಸಂಭ್ರಮವನ್ನು ಹೆಚ್ಚಿಸಿದೆ. ದಸರಾ ಪೂರ್ವಭಾವಿ ಸಭೆಗಳಲ್ಲಿ ಕೈಗೊಂಡ ನಿರ್ಣಯಗಳನ್ನು ಅಚ್ಚುಕಟ್ಟಾಗಿ ಜಾರಿಗೊಳಿಸಲಾಗಿದೆ. ಇದೇ ಮೊದಲ ಬಾರಿಗೆ ಯುವ ದಸರಾವನ್ನು ಪ್ರತ್ಯೇಕ ಸ್ಥಳದಲ್ಲಿ ಆಯೋಜಿಸಿ ಸಹಸ್ರಾರು ಯುವಜನರು ಭಾಗವಹಿಸುವಂತೆ ಮಾಡಲಾಗಿದೆ. ಸಾಂಸ್ಕೃತಿಕ ಕಾರ್ಯಕ್ರಮಗಳಲ್ಲಿ 20ಕ್ಕೂ ಹೆಚ್ಚು ತಂಡಗಳು, ನೂರಾರು ಕಲಾವಿದರು ಭಾಗವಹಿಸಿ ದಸರಾ ಸಂಭ್ರಮವನ್ನು ಹೆಚ್ಚಿಸಿದ್ದಾರೆ. ಹಾಗೆಯೇ ದಸರಾ ಮುಖ್ಯ (376, 922, 617, 1319)
sidebar-body-2: ಕೋಲಾರ: ಪೋಕ್ಸೋ ಕಾಯಿದೆಯಡಿ ಸಂತ್ರಸ್ತ ಮಕ್ಕಳಿಗೆ ಬೆಂಬಲ ವ್ಯಕ್ತಿಗಳಾಗಿ ಸೇವೆ ಸಲ್ಲಿಸಲು ಅರ್ಹ ಅಭ್ಯರ್ಥಿಗಳಿಂದ ಅರ್ಜಿಗಳನ್ನು ಆಹ್ವಾನಿಸಲಾಗಿದೆ. ಅಭ್ಯರ್ಥಿಗಳು ಮಕ್ಕಳೊಂದಿಗೆ ಕೆಲಸ ಮಾಡುವಲ್ಲಿ ಕನಿಷ್ಠ 3 ವರ್ಷಗಳ ಅನುಭವದೊಂದಿಗೆ ಸಮಾಜ ಕಾರ್ಯ, ಸಮಾಜ ಶಾಸ್ತ್ರ, ಮನೋವಿಜ್ಞಾನ ಅಥವಾ ಮಕ್ಕಳ ಅಭಿವೃದ್ಧಿಯಲ್ಲಿ ಸ್ನಾತಕೋತ್ತರ ಪದವಿ ಹೊಂದಿರಬೇಕು. ಪ್ರತಿ ಪ್ರಕರಣಕ್ಕೆ ರೂ.3000/- (ಅಥವಾ ಸರ್ಕಾರ ನಿಗದಿಪಡಿಸಿದ) ಸಂಭಾವನೆ ನೀಡಲಾಗುವುದು. ಮಕ್ಕಳ ಹಕ್ಕುಗಳ ಕ್ಷೇತ್ರದಲ್ಲಿ ಕೆಲಸ ಮಾಡಿದ ಅನುಭವ ಹೊಂದಿರುವ ಹಾಗೂ ಸ್ಥಳೀಯ ಭಾಷೆಯ ಜ್ಞಾನ ಹೊಂದಿರುವವರಿಗೆ ಆದ್ಯತೆ ನೀಡಲಾಗುವುದು. ಅರ್ಜಿಗಳನ್ನು ಜಿಲ್ಲಾ ಮಕ್ಕಳ ರಕ್ಷಣಾ ಘಟಕದ ಕಚೇರಿಯಲ್ಲಿ ಪಡೆದು ಭರ್ತಿ ಮಾಡಿ ಅಗತ್ಯ ದಾಖಲೆಗಳೊಂದಿಗೆ 2024ರ ಅಕ್ಟೋಬರ್ 22 ರಂದು ಸಂಜೆ 5.30 ರೊಳಗೆ ಸಲ್ಲಿಸಬಹುದು. ಹೆಚ್ಚಿನ ಮಾಹಿತಿಗಾಗಿ ಜಿಲ್ಲಾ ಮಕ್ಕಳ ರಕ್ಷಣಾಧಿಕಾರಿಗಳ ಕಚೇರಿಯನ್ನು ಸಂಪರ್ಕಿಸಬಹುದಾಗಿದೆ ಎಂದು ಜಿಲ್ಲಾ ಮಕ್ಕಳ ರಕ್ಷಣಾ ಘಟಕದ ಅಧಿಕಾರಿಗಳು ಪ್ರಕಟಣೆಯಲ್ಲಿ ತಿಳಿಸಿದ್ದಾರೆ. (1215, 502, 1515, 719)
sidebar-left-rule (1203, 95, 1205, 1872)
